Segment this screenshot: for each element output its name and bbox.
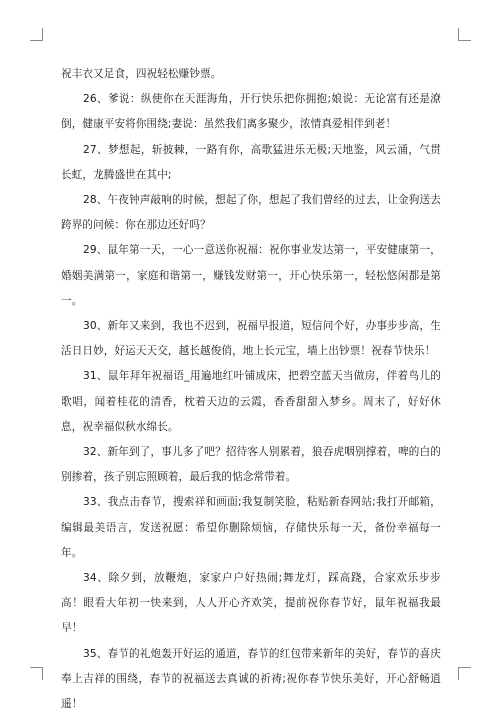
document-body <box>61 62 441 717</box>
paragraph-35: 35、春节的礼炮轰开好运的通道，春节的红包带来新年的美好，春节的喜庆奉上吉祥的围绕，春节的祝福送去真诚的祈祷;祝你春节快乐美好，开心舒畅逍遥！ <box>61 647 441 711</box>
crop-mark-top-left <box>30 28 43 41</box>
paragraph-30: 30、新年又来到，我也不迟到，祝福早报道，短信问个好，办事步步高，生活日日妙，好运天天交，越长越俊俏，地上长元宝，墙上出钞票！祝春节快乐！ <box>61 320 441 358</box>
paragraph-26: 26、爹说：纵使你在天涯海角，开行快乐把你拥抱;娘说：无论富有还是潦倒，健康平安将你围绕;妻说：虽然我们离多聚少，浓情真爱相伴到老！ <box>61 93 441 131</box>
paragraph-27: 27、梦想起，斩披棘，一路有你，高歌猛进乐无极;天地鉴，风云涌，气贯长虹，龙腾盛世在其中; <box>61 143 441 181</box>
paragraph-28: 28、午夜钟声敲响的时候，想起了你，想起了我们曾经的过去，让金狗送去跨界的问候：你在那边还好吗？ <box>61 194 441 232</box>
paragraph-32: 32、新年到了，事儿多了吧？招待客人别累着，狼吞虎咽别撑着，啤的白的别掺着，孩子别忘照顾着，最后我的惦念常带着。 <box>61 446 441 484</box>
paragraph-34: 34、除夕到，放鞭炮，家家户户好热闹;舞龙灯，踩高跷，合家欢乐步步高！眼看大年初一快来到，人人开心齐欢笑，提前祝你春节好，鼠年祝福我最早！ <box>61 572 441 635</box>
paragraph-31: 31、鼠年拜年祝福语_用遍地红叶铺成床，把碧空蓝天当做房，伴着鸟儿的歌唱，闻着桂花的清香，枕着天边的云霞，香香甜甜入梦乡。周末了，好好休息，祝幸福似秋水绵长。 <box>61 370 441 433</box>
crop-mark-bottom-right <box>458 667 471 680</box>
crop-mark-bottom-left <box>30 667 43 680</box>
paragraph-29: 29、鼠年第一天，一心一意送你祝福：祝你事业发达第一，平安健康第一，婚姻美满第一，家庭和谐第一，赚钱发财第一，开心快乐第一，轻松悠闲都是第一。 <box>61 244 441 307</box>
paragraph-continuation: 祝丰衣又足食，四祝轻松赚钞票。 <box>61 68 222 80</box>
crop-mark-top-right <box>458 28 471 41</box>
paragraph-33: 33、我点击春节，搜索祥和画面;我复制笑脸，粘贴新春网站;我打开邮箱，编辑最美语言，发送祝愿：希望你删除烦恼，存储快乐每一天，备份幸福每一年。 <box>61 496 441 559</box>
